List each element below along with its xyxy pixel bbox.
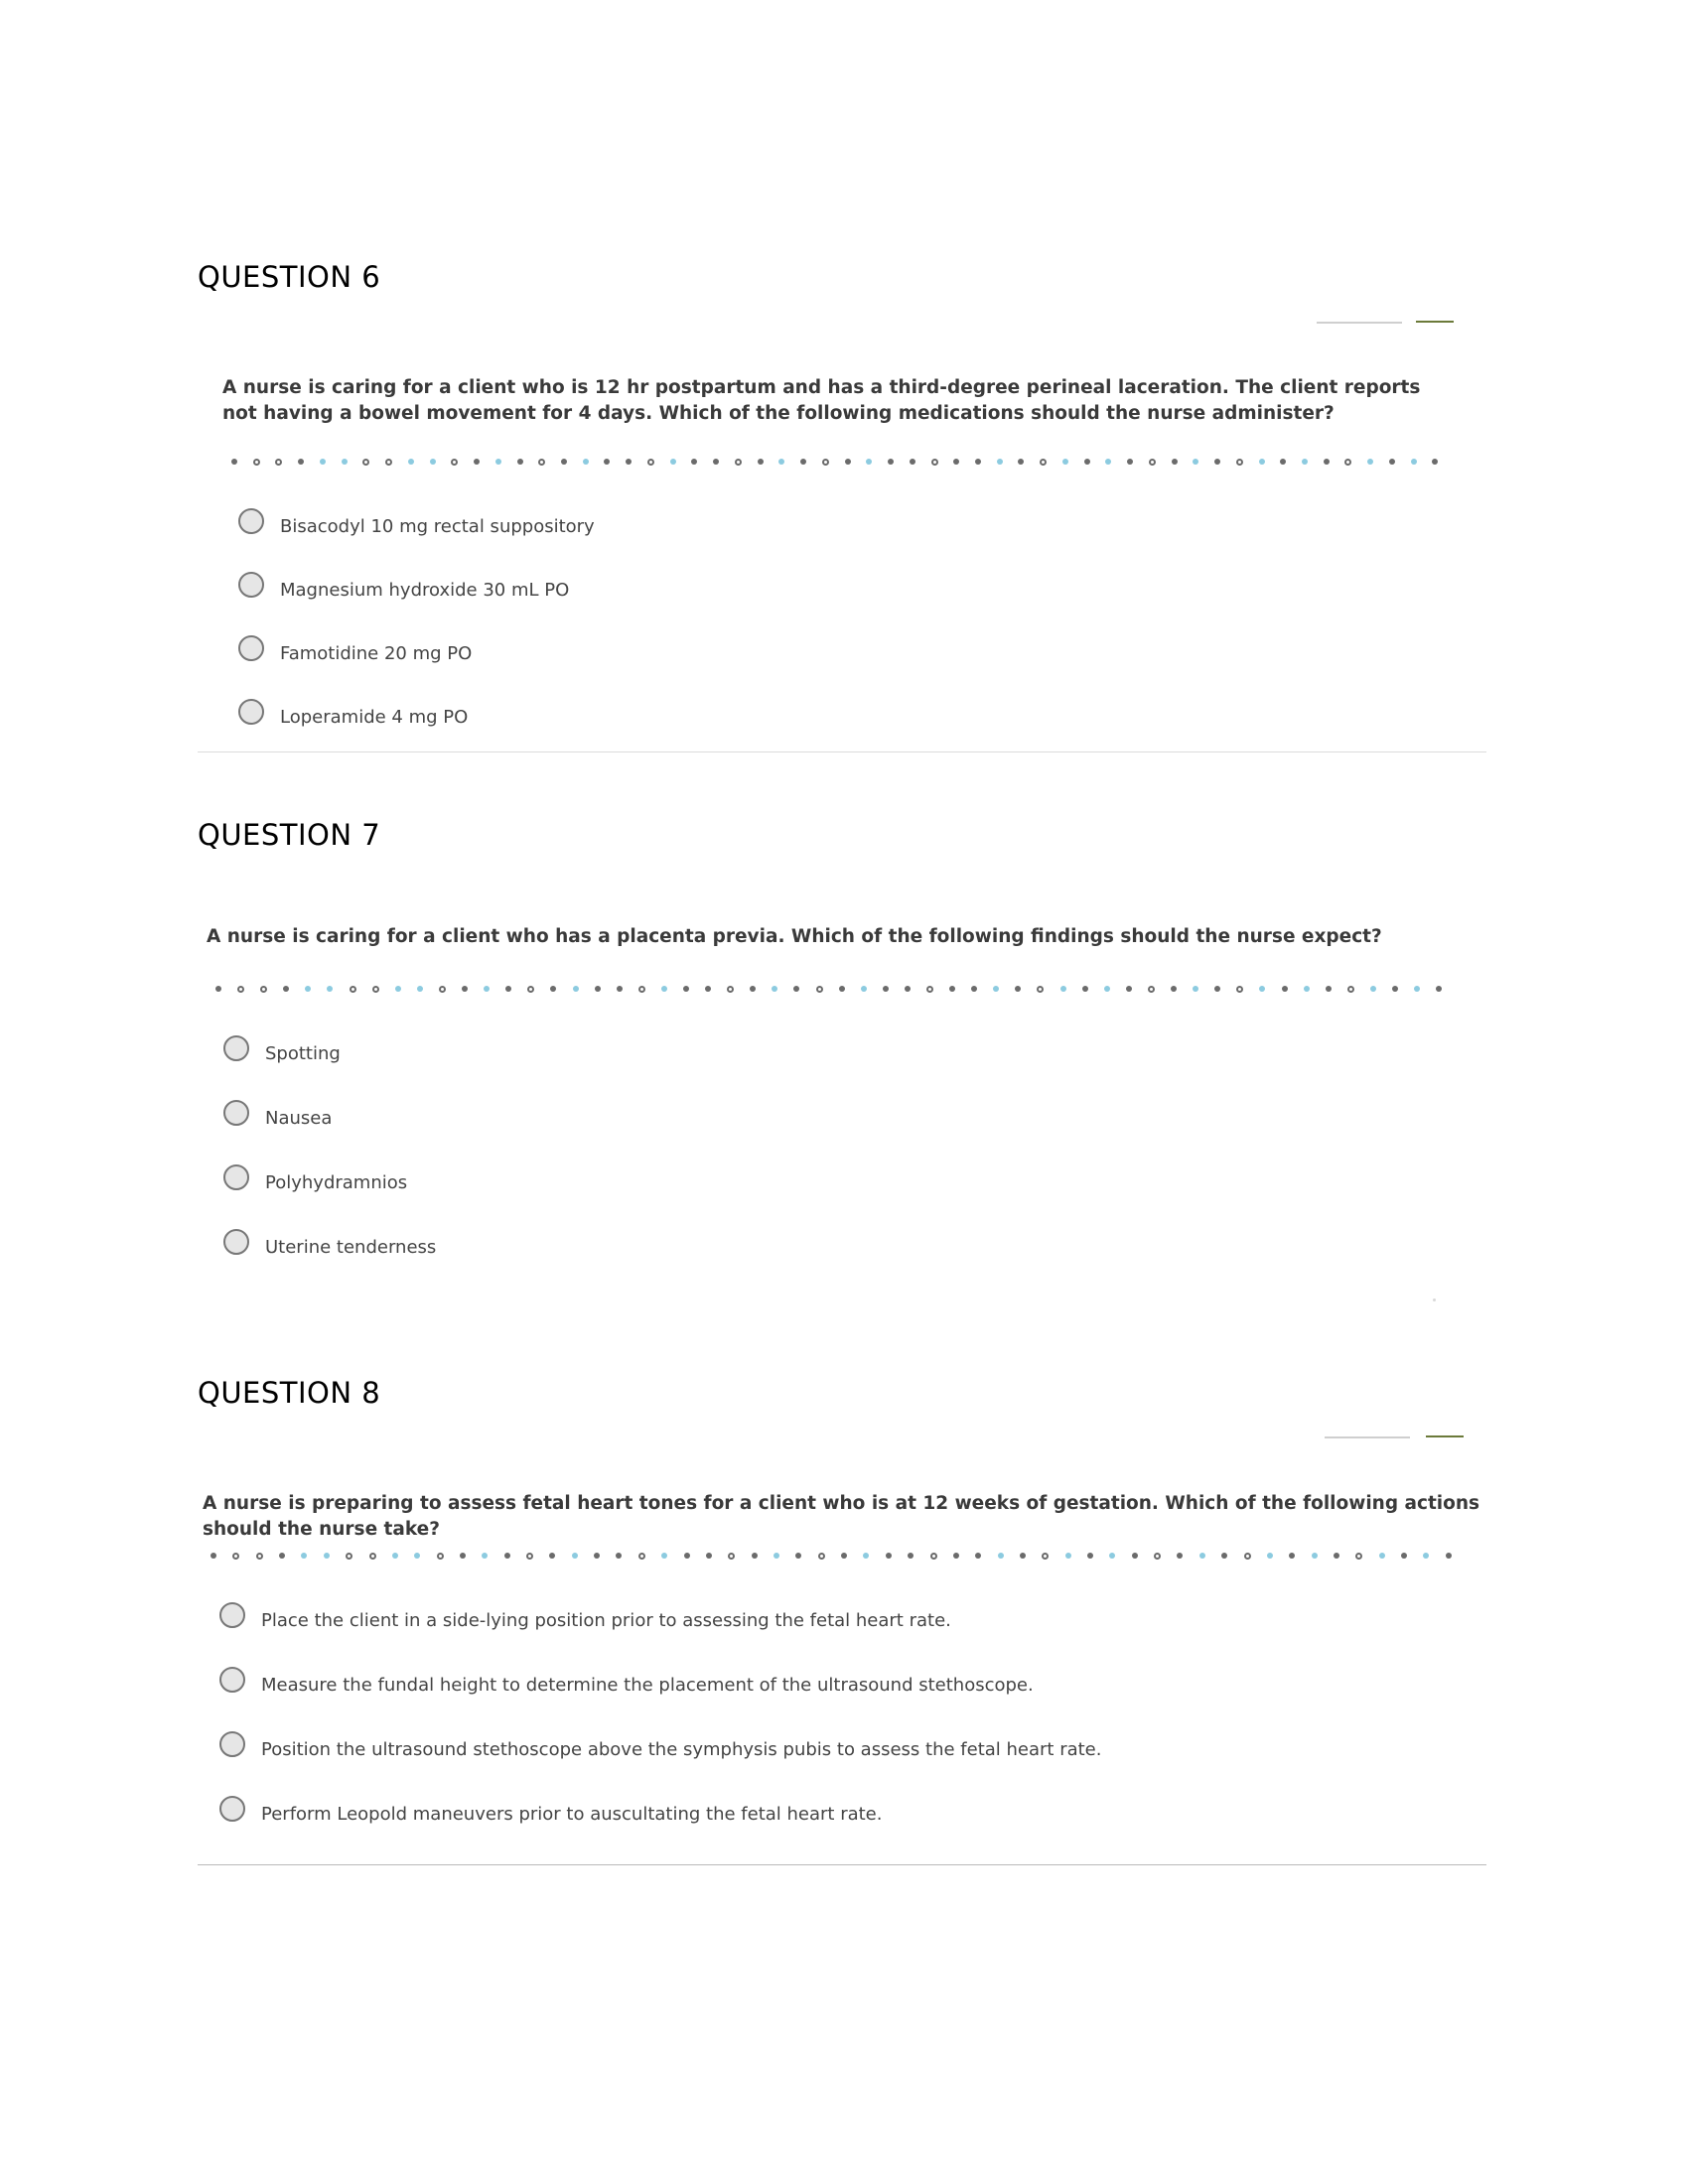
- separator-dot: [215, 986, 221, 992]
- radio-button[interactable]: [219, 1731, 245, 1757]
- separator-dot: [1015, 986, 1021, 992]
- separator-dot: [526, 1553, 533, 1560]
- separator-dot: [417, 986, 423, 992]
- separator-dot: [1018, 459, 1024, 465]
- separator-dot: [661, 986, 667, 992]
- separator-dot: [1446, 1553, 1452, 1559]
- separator-dot: [839, 986, 845, 992]
- option-row[interactable]: [219, 1666, 1101, 1694]
- option-row[interactable]: [219, 1730, 1101, 1758]
- separator-dot: [971, 986, 977, 992]
- separator-dot: [385, 459, 392, 466]
- progress-bar-track: [1325, 1436, 1410, 1438]
- question-6-prompt: A nurse is caring for a client who is 12 hr postpartum and has a third-degree perineal laceration. The client reports not having a bowel movement for 4 days. Which of the following medications should the nurse administer?: [222, 377, 1421, 424]
- radio-button[interactable]: [219, 1796, 245, 1822]
- separator-dot: [550, 986, 556, 992]
- question-8-heading: QUESTION 8: [198, 1376, 381, 1410]
- dotted-separator: [231, 456, 1439, 468]
- separator-dot: [866, 459, 872, 465]
- separator-dot: [772, 986, 777, 992]
- separator-dot: [758, 459, 764, 465]
- separator-dot: [706, 1553, 712, 1559]
- separator-dot: [583, 459, 589, 465]
- radio-button[interactable]: [223, 1035, 249, 1061]
- separator-dot: [953, 459, 959, 465]
- separator-dot: [350, 986, 356, 993]
- option-row[interactable]: [223, 1228, 436, 1256]
- option-label[interactable]: Perform Leopold maneuvers prior to auscultating the fetal heart rate.: [261, 1803, 883, 1825]
- scan-speck: [1433, 1298, 1436, 1301]
- separator-dot: [527, 986, 534, 993]
- option-label[interactable]: Polyhydramnios: [265, 1171, 408, 1193]
- separator-dot: [437, 1553, 444, 1560]
- separator-dot: [283, 986, 289, 992]
- radio-button[interactable]: [238, 635, 264, 661]
- separator-dot: [320, 459, 326, 465]
- separator-dot: [1282, 986, 1288, 992]
- radio-button[interactable]: [238, 572, 264, 598]
- progress-bar-fill: [1426, 1435, 1464, 1437]
- separator-dot: [684, 1553, 690, 1559]
- separator-dot: [1432, 459, 1438, 465]
- separator-dot: [1132, 1553, 1138, 1559]
- separator-dot: [1172, 459, 1178, 465]
- separator-dot: [1324, 459, 1330, 465]
- separator-dot: [626, 459, 632, 465]
- option-label[interactable]: Place the client in a side-lying position prior to assessing the fetal heart rate.: [261, 1609, 951, 1631]
- separator-dot: [253, 459, 260, 466]
- separator-dot: [1199, 1553, 1205, 1559]
- separator-dot: [1401, 1553, 1407, 1559]
- separator-dot: [841, 1553, 847, 1559]
- separator-dot: [975, 459, 981, 465]
- progress-bar-track: [1317, 322, 1402, 324]
- separator-dot: [362, 459, 369, 466]
- separator-dot: [930, 1553, 937, 1560]
- separator-dot: [484, 986, 490, 992]
- separator-dot: [926, 986, 933, 993]
- separator-dot: [670, 459, 676, 465]
- separator-dot: [1148, 986, 1155, 993]
- option-row[interactable]: [238, 507, 595, 535]
- separator-dot: [324, 1553, 330, 1559]
- separator-dot: [1244, 1553, 1251, 1560]
- separator-dot: [905, 986, 911, 992]
- separator-dot: [430, 459, 436, 465]
- separator-dot: [305, 986, 311, 992]
- separator-dot: [451, 459, 458, 466]
- separator-dot: [1127, 459, 1133, 465]
- separator-dot: [1037, 986, 1044, 993]
- separator-dot: [1304, 986, 1310, 992]
- separator-dot: [1221, 1553, 1227, 1559]
- separator-dot: [705, 986, 711, 992]
- separator-dot: [800, 459, 806, 465]
- separator-dot: [1060, 986, 1066, 992]
- separator-dot: [713, 459, 719, 465]
- separator-dot: [482, 1553, 488, 1559]
- radio-button[interactable]: [219, 1602, 245, 1628]
- separator-dot: [369, 1553, 376, 1560]
- option-label[interactable]: Magnesium hydroxide 30 mL PO: [280, 579, 570, 601]
- question-6-options: [238, 507, 595, 761]
- separator-dot: [408, 459, 414, 465]
- separator-dot: [861, 986, 867, 992]
- option-label[interactable]: Uterine tenderness: [265, 1236, 437, 1258]
- separator-dot: [1289, 1553, 1295, 1559]
- separator-dot: [1149, 459, 1156, 466]
- separator-dot: [1065, 1553, 1071, 1559]
- separator-dot: [256, 1553, 263, 1560]
- separator-dot: [822, 459, 829, 466]
- separator-dot: [774, 1553, 779, 1559]
- dotted-separator: [211, 1550, 1452, 1562]
- separator-dot: [460, 1553, 466, 1559]
- separator-dot: [1214, 459, 1220, 465]
- separator-dot: [231, 459, 237, 465]
- separator-dot: [1154, 1553, 1161, 1560]
- separator-dot: [517, 459, 523, 465]
- separator-dot: [1392, 986, 1398, 992]
- separator-dot: [616, 1553, 622, 1559]
- separator-dot: [1087, 1553, 1093, 1559]
- radio-button[interactable]: [238, 508, 264, 534]
- separator-dot: [1370, 986, 1376, 992]
- separator-dot: [1411, 459, 1417, 465]
- separator-dot: [275, 459, 282, 466]
- separator-dot: [993, 986, 999, 992]
- option-row[interactable]: [238, 698, 595, 726]
- separator-dot: [1280, 459, 1286, 465]
- option-row[interactable]: [219, 1601, 1101, 1629]
- separator-dot: [975, 1553, 981, 1559]
- separator-dot: [793, 986, 799, 992]
- separator-dot: [1379, 1553, 1385, 1559]
- separator-dot: [342, 459, 348, 465]
- separator-dot: [279, 1553, 285, 1559]
- divider: [198, 751, 1486, 752]
- separator-dot: [949, 986, 955, 992]
- separator-dot: [392, 1553, 398, 1559]
- separator-dot: [1334, 1553, 1339, 1559]
- separator-dot: [1389, 459, 1395, 465]
- separator-dot: [594, 1553, 600, 1559]
- separator-dot: [863, 1553, 869, 1559]
- separator-dot: [1347, 986, 1354, 993]
- option-label[interactable]: Spotting: [265, 1042, 341, 1064]
- question-7-prompt: A nurse is caring for a client who has a placenta previa. Which of the following findings should the nurse expect?: [207, 926, 1382, 947]
- separator-dot: [735, 459, 742, 466]
- separator-dot: [1171, 986, 1177, 992]
- separator-dot: [1104, 986, 1110, 992]
- separator-dot: [818, 1553, 825, 1560]
- separator-dot: [1259, 986, 1265, 992]
- separator-dot: [931, 459, 938, 466]
- separator-dot: [1040, 459, 1047, 466]
- question-7-heading: QUESTION 7: [198, 818, 381, 852]
- separator-dot: [211, 1553, 216, 1559]
- separator-dot: [750, 986, 756, 992]
- separator-dot: [1302, 459, 1308, 465]
- separator-dot: [414, 1553, 420, 1559]
- separator-dot: [1344, 459, 1351, 466]
- option-row[interactable]: [223, 1099, 436, 1127]
- separator-dot: [1436, 986, 1442, 992]
- separator-dot: [998, 1553, 1004, 1559]
- separator-dot: [691, 459, 697, 465]
- separator-dot: [346, 1553, 352, 1560]
- separator-dot: [1267, 1553, 1273, 1559]
- option-row[interactable]: [238, 634, 595, 662]
- separator-dot: [727, 986, 734, 993]
- radio-button[interactable]: [223, 1100, 249, 1126]
- option-label[interactable]: Bisacodyl 10 mg rectal suppository: [280, 515, 595, 537]
- separator-dot: [604, 459, 610, 465]
- separator-dot: [1084, 459, 1090, 465]
- separator-dot: [1177, 1553, 1183, 1559]
- separator-dot: [1126, 986, 1132, 992]
- option-row[interactable]: [223, 1163, 436, 1191]
- separator-dot: [237, 986, 244, 993]
- separator-dot: [298, 459, 304, 465]
- separator-dot: [1062, 459, 1068, 465]
- separator-dot: [752, 1553, 758, 1559]
- question-8-options: [219, 1601, 1101, 1859]
- separator-dot: [661, 1553, 667, 1559]
- option-label[interactable]: Loperamide 4 mg PO: [280, 706, 469, 728]
- separator-dot: [883, 986, 889, 992]
- separator-dot: [728, 1553, 735, 1560]
- separator-dot: [1105, 459, 1111, 465]
- question-7-options: [223, 1034, 436, 1293]
- option-label[interactable]: Nausea: [265, 1107, 333, 1129]
- separator-dot: [572, 1553, 578, 1559]
- radio-button[interactable]: [223, 1229, 249, 1255]
- separator-dot: [683, 986, 689, 992]
- separator-dot: [617, 986, 623, 992]
- separator-dot: [1193, 459, 1198, 465]
- separator-dot: [845, 459, 851, 465]
- separator-dot: [301, 1553, 307, 1559]
- separator-dot: [1042, 1553, 1049, 1560]
- option-label[interactable]: Position the ultrasound stethoscope above the symphysis pubis to assess the fetal heart rate.: [261, 1738, 1102, 1760]
- divider: [198, 1864, 1486, 1865]
- separator-dot: [1214, 986, 1220, 992]
- separator-dot: [1312, 1553, 1318, 1559]
- option-row[interactable]: [223, 1034, 436, 1062]
- separator-dot: [1414, 986, 1420, 992]
- separator-dot: [1355, 1553, 1362, 1560]
- separator-dot: [1193, 986, 1198, 992]
- radio-button[interactable]: [238, 699, 264, 725]
- separator-dot: [886, 1553, 892, 1559]
- option-row[interactable]: [238, 571, 595, 599]
- progress-bar-fill: [1416, 321, 1454, 323]
- separator-dot: [1259, 459, 1265, 465]
- dotted-separator: [215, 983, 1443, 995]
- separator-dot: [232, 1553, 239, 1560]
- separator-dot: [561, 459, 567, 465]
- question-6-heading: QUESTION 6: [198, 260, 381, 294]
- question-8-prompt: A nurse is preparing to assess fetal heart tones for a client who is at 12 weeks of gestation. Which of the following actions should the nurse take?: [203, 1493, 1480, 1540]
- separator-dot: [1236, 986, 1243, 993]
- separator-dot: [795, 1553, 801, 1559]
- separator-dot: [504, 1553, 510, 1559]
- separator-dot: [638, 1553, 645, 1560]
- separator-dot: [1236, 459, 1243, 466]
- separator-dot: [1109, 1553, 1115, 1559]
- separator-dot: [997, 459, 1003, 465]
- separator-dot: [439, 986, 446, 993]
- separator-dot: [1020, 1553, 1026, 1559]
- radio-button[interactable]: [223, 1164, 249, 1190]
- separator-dot: [908, 1553, 914, 1559]
- separator-dot: [395, 986, 401, 992]
- radio-button[interactable]: [219, 1667, 245, 1693]
- separator-dot: [462, 986, 468, 992]
- option-row[interactable]: [219, 1795, 1101, 1823]
- separator-dot: [260, 986, 267, 993]
- separator-dot: [778, 459, 784, 465]
- separator-dot: [888, 459, 894, 465]
- separator-dot: [647, 459, 654, 466]
- separator-dot: [910, 459, 915, 465]
- separator-dot: [327, 986, 333, 992]
- separator-dot: [1367, 459, 1373, 465]
- separator-dot: [495, 459, 501, 465]
- separator-dot: [505, 986, 511, 992]
- separator-dot: [1082, 986, 1088, 992]
- separator-dot: [372, 986, 379, 993]
- separator-dot: [474, 459, 480, 465]
- separator-dot: [538, 459, 545, 466]
- option-label[interactable]: Famotidine 20 mg PO: [280, 642, 473, 664]
- separator-dot: [549, 1553, 555, 1559]
- separator-dot: [816, 986, 823, 993]
- separator-dot: [573, 986, 579, 992]
- separator-dot: [953, 1553, 959, 1559]
- option-label[interactable]: Measure the fundal height to determine the placement of the ultrasound stethoscope.: [261, 1674, 1034, 1696]
- separator-dot: [1423, 1553, 1429, 1559]
- separator-dot: [1326, 986, 1332, 992]
- separator-dot: [638, 986, 645, 993]
- separator-dot: [595, 986, 601, 992]
